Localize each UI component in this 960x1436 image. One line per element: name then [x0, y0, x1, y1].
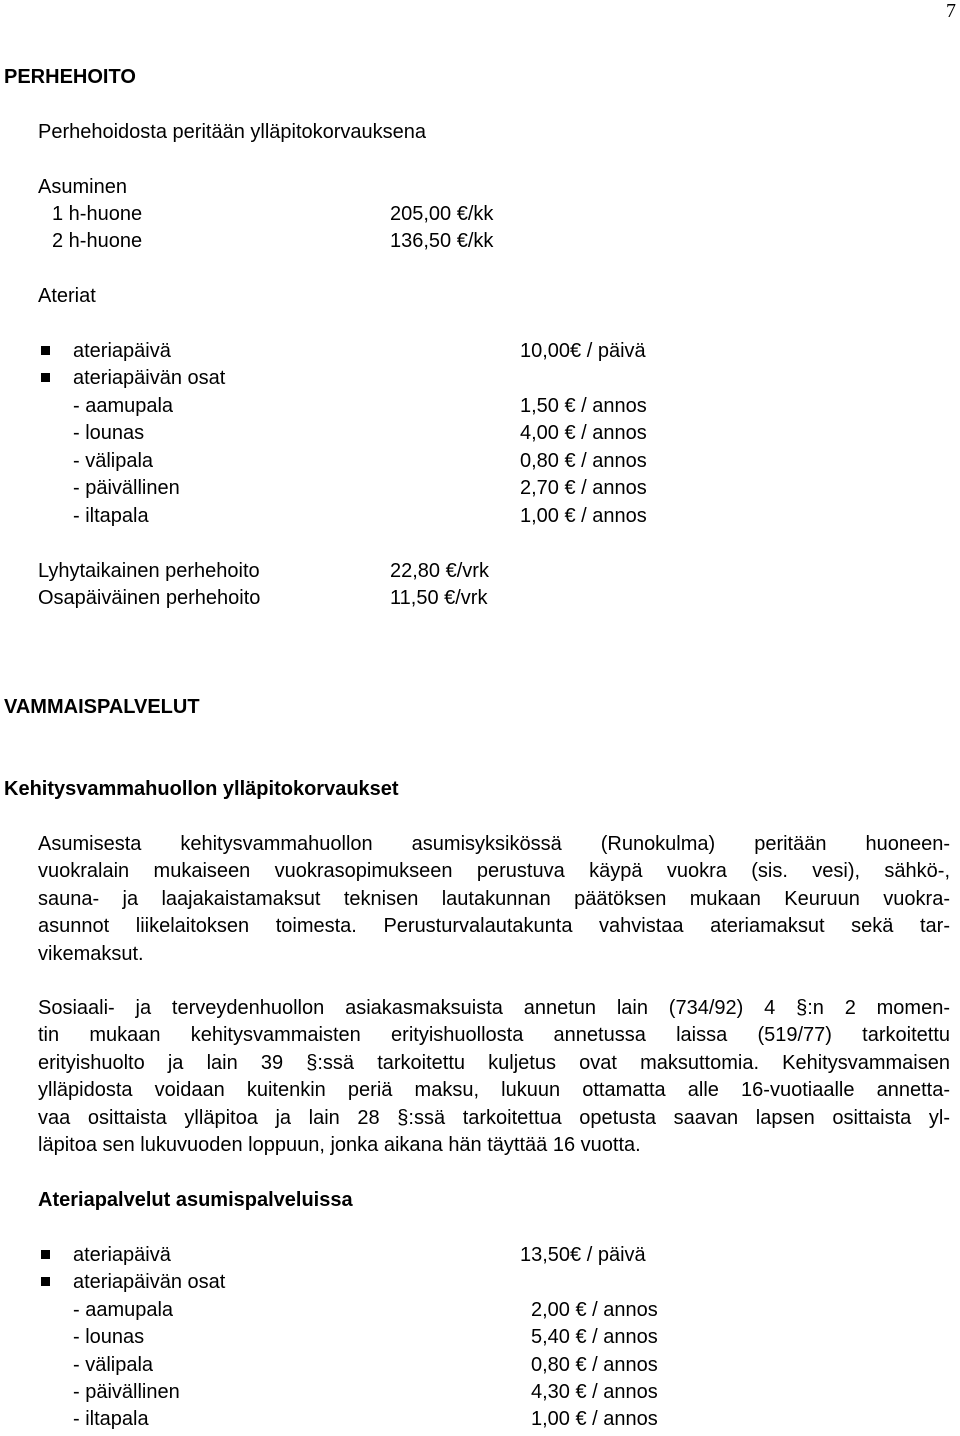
- asuminen-row-label: 1 h-huone: [52, 203, 143, 225]
- meal-part-value: 4,30 € / annos: [531, 1381, 658, 1403]
- meal-part-label: - välipala: [73, 1354, 154, 1376]
- paragraph-line: tin mukaan kehitysvammaisten erityishuollosta annetussa laissa (519/77) tarkoitettu: [38, 1024, 950, 1047]
- other-care-value: 11,50 €/vrk: [390, 587, 488, 609]
- meal-bullet-label: ateriapäivän osat: [73, 367, 226, 389]
- meal-part-value: 0,80 € / annos: [520, 450, 647, 472]
- perhehoito-intro: Perhehoidosta peritään ylläpitokorvauksena: [38, 121, 427, 143]
- meal-part-value: 4,00 € / annos: [520, 422, 647, 444]
- meal-part-label: - välipala: [73, 450, 154, 472]
- asuminen-row-label: 2 h-huone: [52, 230, 143, 252]
- other-care-label: Osapäiväinen perhehoito: [38, 587, 261, 609]
- meal-part-value: 2,00 € / annos: [531, 1299, 658, 1321]
- meal-part-value: 1,00 € / annos: [531, 1408, 658, 1430]
- paragraph-line: vaa osittaista ylläpitoa ja lain 28 §:ssä tarkoitettua opetusta saavan lapsen osittaista yl-: [38, 1106, 950, 1129]
- paragraph-line: sauna- ja laajakaistamaksut teknisen lautakunnan päätöksen mukaan Keuruun vuokra-: [38, 887, 950, 910]
- paragraph-line: Asumisesta kehitysvammahuollon asumisyksikössä (Runokulma) peritään huoneen-: [38, 833, 950, 855]
- meal-part-label: - iltapala: [73, 1408, 149, 1430]
- meal-part-label: - iltapala: [73, 505, 149, 527]
- meal-part-label: - lounas: [73, 422, 145, 444]
- meal-part-label: - aamupala: [73, 1299, 174, 1321]
- paragraph-line: Sosiaali- ja terveydenhuollon asiakasmaksuista annetun lain (734/92) 4 §:n 2 momen-: [38, 997, 950, 1019]
- meal-part-label: - päivällinen: [73, 477, 180, 499]
- meal-part-label: - päivällinen: [73, 1381, 180, 1403]
- meal-bullet-value: 10,00€ / päivä: [520, 340, 646, 362]
- meal-part-value: 1,50 € / annos: [520, 395, 647, 417]
- subsection-title-ateriapalvelut: Ateriapalvelut asumispalveluissa: [38, 1189, 353, 1211]
- section-title-perhehoito: PERHEHOITO: [4, 66, 136, 88]
- page-number: 7: [946, 0, 956, 22]
- meal-bullet-label: ateriapäivän osat: [73, 1271, 226, 1293]
- bullet-square-icon: [41, 346, 50, 355]
- ateriat-label: Ateriat: [38, 285, 96, 307]
- paragraph-asuminen: [38, 831, 950, 968]
- asuminen-row-value: 205,00 €/kk: [390, 203, 494, 225]
- paragraph-line: erityishuolto ja lain 39 §:ssä tarkoitettu kuljetus ovat maksuttomia. Kehitysvammaisen: [38, 1051, 950, 1074]
- bullet-square-icon: [41, 373, 50, 382]
- asuminen-label: Asuminen: [38, 176, 127, 198]
- meal-bullet-label: ateriapäivä: [73, 1244, 171, 1266]
- paragraph-line: ylläpidosta voidaan kuitenkin periä maksu, lukuun ottamatta alle 16-vuotiaalle annetta-: [38, 1079, 950, 1102]
- paragraph-line: asunnot liikelaitoksen toimesta. Perusturvalautakunta vahvistaa ateriamaksut sekä tar-: [38, 915, 950, 938]
- other-care-value: 22,80 €/vrk: [390, 560, 489, 582]
- meal-part-label: - lounas: [73, 1326, 145, 1348]
- meal-part-value: 0,80 € / annos: [531, 1354, 658, 1376]
- meal-part-label: - aamupala: [73, 395, 174, 417]
- meal-bullet-label: ateriapäivä: [73, 340, 171, 362]
- meal-part-value: 5,40 € / annos: [531, 1326, 658, 1348]
- bullet-square-icon: [41, 1277, 50, 1286]
- paragraph-line: vikemaksut.: [38, 942, 144, 965]
- subsection-title: Kehitysvammahuollon ylläpitokorvaukset: [4, 778, 399, 800]
- other-care-label: Lyhytaikainen perhehoito: [38, 560, 260, 582]
- meal-part-value: 1,00 € / annos: [520, 505, 647, 527]
- section-title-vammaispalvelut: VAMMAISPALVELUT: [4, 696, 200, 718]
- paragraph-maksut: [38, 995, 950, 1159]
- meal-bullet-value: 13,50€ / päivä: [520, 1244, 646, 1266]
- asuminen-row-value: 136,50 €/kk: [390, 230, 494, 252]
- paragraph-line: vuokralain mukaiseen vuokrasopimukseen perustuva käypä vuokra (sis. vesi), sähkö-,: [38, 860, 950, 883]
- meal-part-value: 2,70 € / annos: [520, 477, 647, 499]
- paragraph-line: läpitoa sen lukuvuoden loppuun, jonka aikana hän täyttää 16 vuotta.: [38, 1134, 641, 1157]
- bullet-square-icon: [41, 1250, 50, 1259]
